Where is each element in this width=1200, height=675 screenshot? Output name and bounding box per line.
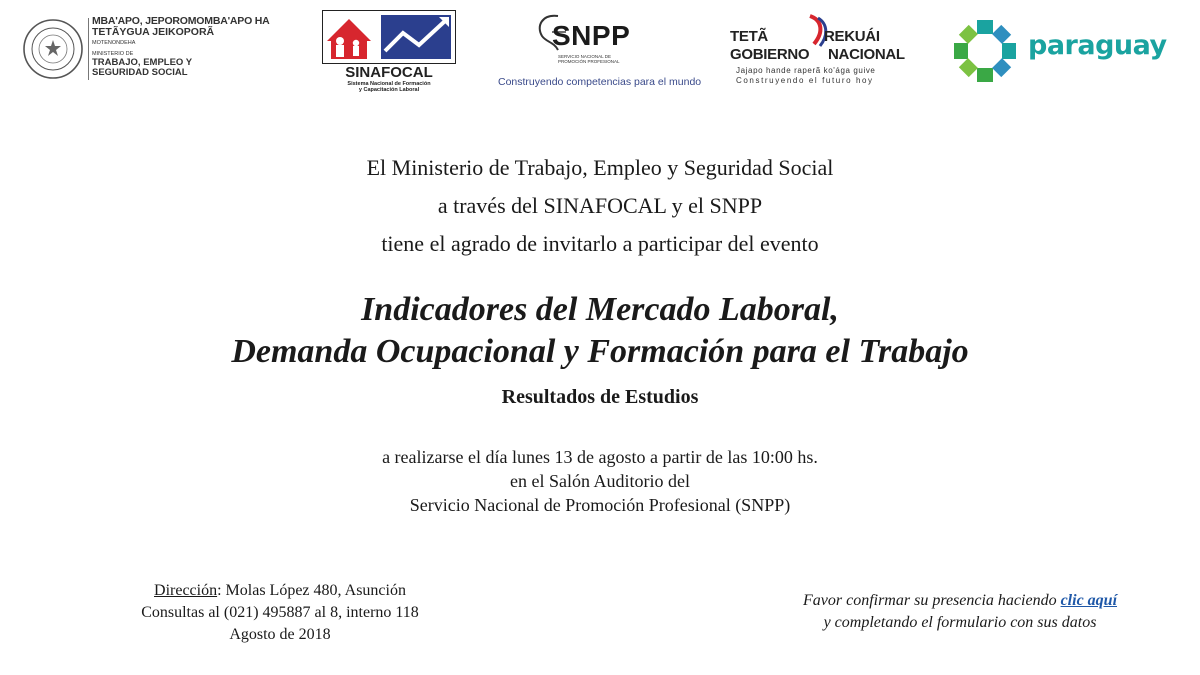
ministry-guarani-line: MBA'APO, JEPOROMOMBA'APO HA bbox=[92, 15, 270, 27]
snpp-logo bbox=[496, 12, 702, 92]
rsvp-line bbox=[740, 590, 1180, 612]
rsvp-block bbox=[740, 590, 1180, 634]
snpp-subtitle: PROMOCIÓN PROFESIONAL bbox=[558, 59, 620, 64]
snpp-name: SNPP bbox=[552, 20, 631, 51]
gobierno-word: NACIONAL bbox=[828, 46, 905, 63]
national-seal-icon bbox=[22, 18, 84, 80]
sinafocal-subtitle: Sistema Nacional de Formación bbox=[347, 81, 431, 87]
paraguay-wordmark: paraguay bbox=[1028, 30, 1167, 61]
sinafocal-logo bbox=[322, 10, 456, 92]
address-line bbox=[100, 580, 460, 602]
event-detail: a realizarse el día lunes 13 de agosto a partir de las 10:00 hs. bbox=[382, 447, 818, 467]
paraguay-flower-icon bbox=[952, 18, 1018, 84]
intro-line: El Ministerio de Trabajo, Empleo y Seguridad Social bbox=[366, 155, 834, 180]
logo-divider bbox=[88, 18, 89, 80]
rsvp-line-2: y completando el formulario con sus datos bbox=[823, 614, 1097, 631]
ministry-name-line: SEGURIDAD SOCIAL bbox=[92, 67, 188, 78]
gobierno-word: TETÃ bbox=[730, 28, 768, 45]
sinafocal-subtitle: y Capacitación Laboral bbox=[358, 87, 420, 93]
gobierno-tagline-spanish: Construyendo el futuro hoy bbox=[736, 76, 874, 85]
ministry-small-line: MINISTERIO DE bbox=[92, 51, 134, 57]
gobierno-word: REKUÁI bbox=[824, 28, 880, 45]
gobierno-tagline-guarani: Jajapo hande raperã ko'ága guive bbox=[736, 66, 876, 75]
sinafocal-name: SINAFOCAL bbox=[345, 64, 433, 81]
event-detail: Servicio Nacional de Promoción Profesional (SNPP) bbox=[409, 495, 791, 515]
ministry-guarani-line: TETÃYGUA JEIKOPORÃ bbox=[92, 26, 215, 38]
event-title: Demanda Ocupacional y Formación para el Trabajo bbox=[231, 333, 969, 370]
date-line: Agosto de 2018 bbox=[229, 626, 331, 643]
snpp-subtitle: SERVICIO NACIONAL DE bbox=[558, 54, 612, 59]
gobierno-nacional-logo bbox=[728, 14, 912, 90]
paraguay-brand-logo bbox=[952, 18, 1178, 84]
snpp-tagline: Construyendo competencias para el mundo bbox=[498, 76, 702, 88]
sinafocal-emblem-icon bbox=[322, 10, 456, 64]
rsvp-link[interactable]: clic aquí bbox=[1060, 592, 1118, 609]
gobierno-word: GOBIERNO bbox=[730, 46, 810, 63]
intro-line: a través del SINAFOCAL y el SNPP bbox=[437, 193, 763, 218]
event-title: Indicadores del Mercado Laboral, bbox=[361, 291, 839, 328]
intro-line: tiene el agrado de invitarlo a participar del evento bbox=[381, 231, 819, 256]
address-value: : Molas López 480, Asunción bbox=[217, 582, 406, 599]
ministry-small-line: MOTENONDEHA bbox=[92, 40, 136, 46]
event-detail: en el Salón Auditorio del bbox=[510, 471, 690, 491]
rsvp-text: Favor confirmar su presencia haciendo bbox=[802, 592, 1061, 609]
address-label: Dirección bbox=[154, 582, 218, 599]
logo-bar bbox=[0, 0, 1200, 110]
ministry-logo bbox=[22, 14, 312, 84]
contact-block bbox=[100, 580, 460, 646]
event-subtitle: Resultados de Estudios bbox=[501, 386, 699, 408]
ministry-name-line: TRABAJO, EMPLEO Y bbox=[92, 57, 193, 68]
phone-line: Consultas al (021) 495887 al 8, interno 118 bbox=[141, 604, 419, 621]
